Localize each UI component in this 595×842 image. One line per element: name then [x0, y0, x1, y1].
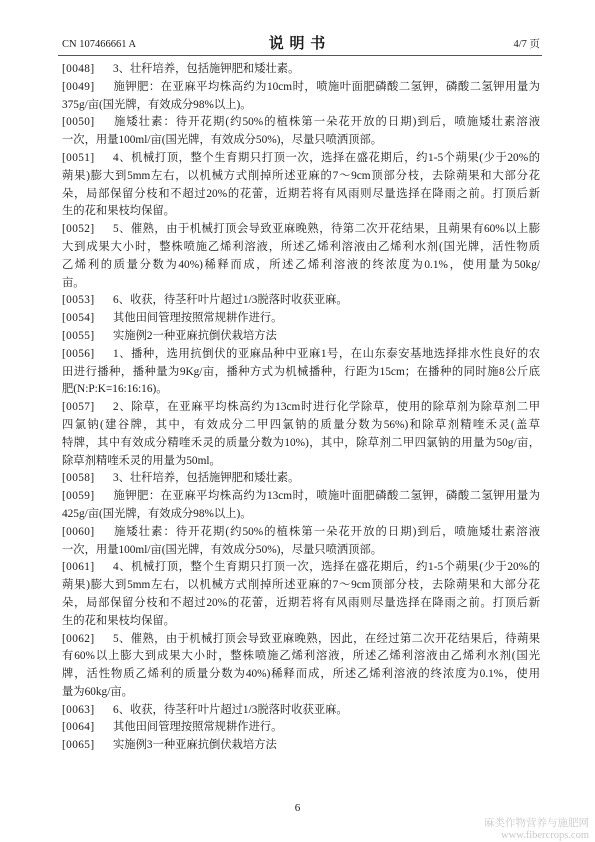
paragraph-line [62, 524, 540, 542]
paragraph-number: [0064] [62, 721, 95, 734]
paragraph-text: 其他田间管理按照常规耕作进行。 [113, 312, 283, 325]
paragraph [62, 488, 540, 524]
paragraph-text: 除草剂精喹禾灵的用量为50ml。 [62, 454, 221, 467]
paragraph-number: [0048] [62, 63, 95, 75]
paragraph-line [62, 239, 540, 257]
paragraph-text: 朵，局部保留分枝和不超过20%的花蕾，近期若将有风雨则尽量选择在降雨之前。打顶后新 [62, 187, 540, 200]
paragraph-number: [0052] [62, 223, 95, 236]
paragraph-line [62, 79, 540, 97]
paragraph-number: [0062] [62, 632, 95, 645]
paragraph-number: [0055] [62, 329, 95, 342]
paragraph-number: [0061] [62, 561, 95, 574]
watermark-site-url: www.fibercrops.com [501, 830, 589, 841]
paragraph [62, 719, 540, 737]
paragraph-text: 5、催熟，由于机械打顶会导致亚麻晚熟，待第二次开花结果，且蒴果有60%以上膨 [113, 223, 540, 236]
page-count: 4/7 页 [513, 39, 540, 50]
paragraph-number: [0056] [62, 347, 95, 360]
paragraph-number: [0054] [62, 312, 95, 325]
paragraph-line [62, 470, 540, 488]
paragraph-text: 乙烯利的质量分数为40%)稀释而成，所述乙烯利溶液的终浓度为0.1%，使用量为50kg/ [62, 258, 540, 271]
paragraph-line [62, 488, 540, 506]
paragraph-line [62, 364, 540, 382]
paragraph-text: 一次，用量100ml/亩(国光牌，有效成分50%)，尽量只喷洒顶部。 [62, 134, 383, 147]
paragraph-line [62, 542, 540, 560]
paragraph [62, 221, 540, 292]
paragraph [62, 559, 540, 630]
paragraph [62, 310, 540, 328]
paragraph-text: 生的花和果枝均保留。 [62, 205, 175, 218]
paragraph-number: [0050] [62, 116, 95, 129]
paragraph-line [62, 453, 540, 471]
paragraph-line [62, 737, 540, 755]
paragraph-line [62, 150, 540, 168]
paragraph-text: 四氯钠(建谷牌，其中，有效成分二甲四氯钠的质量分数为56%)和除草剂精喹禾灵(盖草 [62, 418, 540, 431]
paragraph [62, 737, 540, 755]
paragraph-text: 朵，局部保留分枝和不超过20%的花蕾，近期若将有风雨则尽量选择在降雨之前。打顶后新 [62, 596, 540, 609]
paragraph [62, 328, 540, 346]
document-number: CN 107466661 A [62, 39, 137, 50]
paragraph-text: 蒴果)膨大到5mm左右，以机械方式削掉所述亚麻的7～9cm顶部分枝，去除蒴果和大部分花 [62, 169, 540, 182]
watermark [484, 818, 589, 842]
paragraph-line [62, 61, 540, 79]
paragraph-text: 大到成果大小时，整株喷施乙烯利溶液，所述乙烯利溶液由乙烯利水剂(国光牌，活性物质 [62, 240, 540, 253]
paragraph-text: 施矮壮素：待开花期(约50%的植株第一朵花开放的日期)到后，喷施矮壮素溶液 [113, 525, 540, 538]
paragraph-line [62, 257, 540, 275]
paragraph-line [62, 114, 540, 132]
paragraph-line [62, 417, 540, 435]
paragraph-text: 4、机械打顶，整个生育期只打顶一次，选择在盛花期后，约1-5个蒴果(少于20%的 [113, 151, 540, 164]
document-title: 说 明 书 [268, 36, 327, 52]
paragraph-text: 其他田间管理按照常规耕作进行。 [113, 721, 283, 734]
paragraph-number: [0057] [62, 401, 95, 414]
paragraph [62, 631, 540, 702]
paragraph-line [62, 221, 540, 239]
paragraph-line [62, 595, 540, 613]
paragraph-number: [0058] [62, 472, 95, 485]
paragraph-text: 牌，活性物质乙烯利的质量分数为40%)稀释而成，所述乙烯利溶液的终浓度为0.1%，使用 [62, 668, 540, 681]
paragraph-text: 实施例2一种亚麻抗倒伏栽培方法 [113, 329, 277, 342]
paragraph-line [62, 310, 540, 328]
paragraph-number: [0051] [62, 151, 95, 164]
paragraph-text: 4、机械打顶，整个生育期只打顶一次，选择在盛花期后，约1-5个蒴果(少于20%的 [113, 561, 540, 574]
description-body [62, 61, 540, 755]
paragraph-text: 施矮壮素：待开花期(约50%的植株第一朵花开放的日期)到后，喷施矮壮素溶液 [113, 116, 540, 129]
paragraph [62, 114, 540, 150]
paragraph-line [62, 684, 540, 702]
paragraph-text: 425g/亩(国光牌，有效成分98%以上)。 [62, 507, 252, 520]
paragraph [62, 702, 540, 720]
paragraph-line [62, 203, 540, 221]
paragraph-text: 生的花和果枝均保留。 [62, 614, 175, 627]
paragraph-line [62, 275, 540, 293]
paragraph-number: [0065] [62, 739, 95, 752]
paragraph-line [62, 435, 540, 453]
paragraph-line [62, 613, 540, 631]
paragraph-number: [0063] [62, 703, 95, 716]
header-rule [58, 55, 542, 56]
paragraph [62, 399, 540, 470]
paragraph-text: 1、播种，选用抗倒伏的亚麻品种中亚麻1号，在山东泰安基地选择排水性良好的农 [113, 347, 540, 360]
paragraph-line [62, 132, 540, 150]
watermark-site-name: 麻类作物营养与施肥网 [484, 818, 589, 829]
paragraph-line [62, 346, 540, 364]
paragraph-line [62, 381, 540, 399]
paragraph-line [62, 577, 540, 595]
page-number: 6 [294, 802, 301, 814]
paragraph-text: 6、收获，待茎秆叶片超过1/3脱落时收获亚麻。 [113, 294, 348, 307]
paragraph-line [62, 631, 540, 649]
paragraph-text: 量为60kg/亩。 [62, 685, 133, 698]
paragraph [62, 346, 540, 399]
paragraph-text: 亩。 [62, 276, 85, 289]
paragraph-line [62, 559, 540, 577]
paragraph-line [62, 702, 540, 720]
paragraph [62, 292, 540, 310]
paragraph-text: 3、壮秆培养，包括施钾肥和矮壮素。 [113, 472, 300, 485]
paragraph-text: 施钾肥：在亚麻平均株高约为10cm时，喷施叶面肥磷酸二氢钾，磷酸二氢钾用量为 [113, 80, 540, 93]
paragraph-number: [0053] [62, 294, 95, 307]
paragraph-text: 3、壮秆培养，包括施钾肥和矮壮素。 [113, 63, 300, 75]
paragraph-text: 375g/亩(国光牌，有效成分98%以上)。 [62, 98, 252, 111]
paragraph-number: [0059] [62, 490, 95, 503]
paragraph-text: 一次，用量100ml/亩(国光牌，有效成分50%)，尽量只喷洒顶部。 [62, 543, 383, 556]
paragraph-line [62, 168, 540, 186]
paragraph [62, 470, 540, 488]
paragraph-line [62, 328, 540, 346]
paragraph-text: 特牌，其中有效成分精喹禾灵的质量分数为10%)，其中，除草剂二甲四氯钠的用量为50g/亩， [62, 436, 540, 449]
paragraph-line [62, 719, 540, 737]
paragraph-line [62, 399, 540, 417]
paragraph-line [62, 186, 540, 204]
paragraph-text: 蒴果)膨大到5mm左右，以机械方式削掉所述亚麻的7～9cm顶部分枝，去除蒴果和大部分花 [62, 579, 540, 592]
paragraph [62, 524, 540, 560]
paragraph [62, 150, 540, 221]
paragraph [62, 61, 540, 79]
paragraph-line [62, 648, 540, 666]
paragraph-text: 施钾肥：在亚麻平均株高约为13cm时，喷施叶面肥磷酸二氢钾，磷酸二氢钾用量为 [113, 490, 540, 503]
paragraph-line [62, 506, 540, 524]
paragraph-line [62, 666, 540, 684]
paragraph [62, 79, 540, 115]
paragraph-text: 肥(N:P:K=16:16:16)。 [62, 383, 168, 396]
paragraph-line [62, 97, 540, 115]
paragraph-text: 有60%以上膨大到成果大小时，整株喷施乙烯利溶液，所述乙烯利溶液由乙烯利水剂(国光 [62, 650, 540, 663]
paragraph-number: [0060] [62, 525, 95, 538]
paragraph-text: 5、催熟，由于机械打顶会导致亚麻晚熟，因此，在经过第二次开花结果后，待蒴果 [113, 632, 540, 645]
paragraph-text: 实施例3一种亚麻抗倒伏栽培方法 [113, 739, 277, 752]
paragraph-line [62, 292, 540, 310]
paragraph-text: 田进行播种，播种量为9Kg/亩，播种方式为机械播种，行距为15cm；在播种的同时施8公斤底 [62, 365, 540, 378]
paragraph-number: [0049] [62, 80, 95, 93]
paragraph-text: 6、收获，待茎秆叶片超过1/3脱落时收获亚麻。 [113, 703, 348, 716]
paragraph-text: 2、除草，在亚麻平均株高约为13cm时进行化学除草，使用的除草剂为除草剂二甲 [113, 401, 540, 414]
